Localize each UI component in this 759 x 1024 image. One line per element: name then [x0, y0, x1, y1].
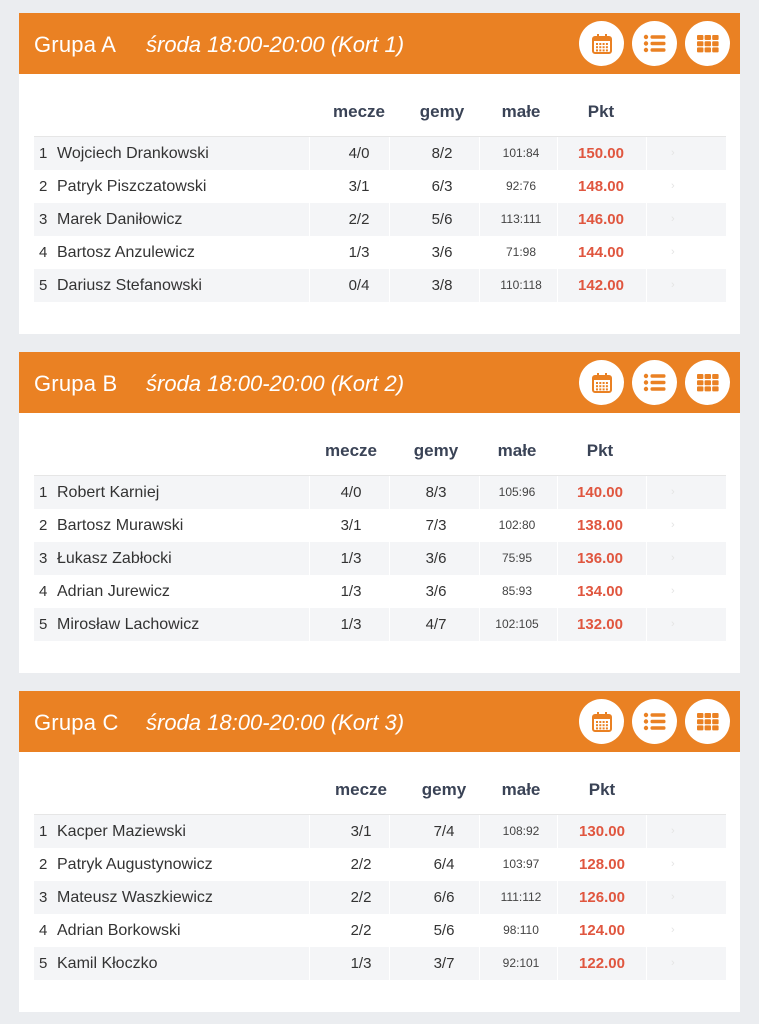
chevron-right-icon[interactable]: ›: [671, 552, 675, 564]
player-rank: 3: [39, 211, 48, 228]
header-gemy: gemy: [421, 780, 467, 799]
table-row[interactable]: [34, 269, 726, 302]
player-name[interactable]: Mateusz Waszkiewicz: [57, 889, 213, 906]
small-points-value: 92:76: [505, 179, 537, 193]
header-mecze: mecze: [333, 102, 385, 121]
player-rank: 3: [39, 550, 48, 567]
column-divider: [646, 542, 647, 575]
group-card: [19, 691, 740, 1012]
matches-value: 3/1: [340, 517, 362, 534]
player-name[interactable]: Dariusz Stefanowski: [57, 277, 202, 294]
column-divider: [646, 236, 647, 269]
column-divider: [557, 542, 558, 575]
column-divider: [646, 509, 647, 542]
schedule-button[interactable]: [579, 21, 624, 66]
player-rank: 1: [39, 484, 48, 501]
player-rank: 2: [39, 178, 48, 195]
standings-table: [34, 86, 726, 302]
header-mecze: mecze: [325, 441, 377, 460]
games-value: 3/6: [431, 244, 453, 261]
table-header: [34, 86, 726, 137]
player-rank: 4: [39, 583, 48, 600]
column-divider: [389, 608, 390, 641]
matches-value: 3/1: [350, 823, 372, 840]
column-divider: [646, 815, 647, 848]
chevron-right-icon[interactable]: ›: [671, 147, 675, 159]
calendar-icon: [591, 711, 613, 733]
column-divider: [479, 236, 480, 269]
chevron-right-icon[interactable]: ›: [671, 858, 675, 870]
player-rank: 2: [39, 517, 48, 534]
games-value: 7/4: [433, 823, 455, 840]
column-divider: [557, 137, 558, 170]
games-value: 6/6: [433, 889, 455, 906]
small-points-value: 102:80: [498, 518, 536, 532]
header-mecze: mecze: [335, 780, 387, 799]
list-view-button[interactable]: [632, 699, 677, 744]
small-points-value: 85:93: [501, 584, 533, 598]
column-divider: [557, 476, 558, 509]
games-value: 3/8: [431, 277, 453, 294]
matches-value: 1/3: [340, 550, 362, 567]
column-divider: [309, 881, 310, 914]
player-name[interactable]: Kamil Kłoczko: [57, 955, 158, 972]
chevron-right-icon[interactable]: ›: [671, 519, 675, 531]
group-card: [19, 13, 740, 334]
player-rank: 4: [39, 244, 48, 261]
column-divider: [479, 476, 480, 509]
player-name[interactable]: Bartosz Murawski: [57, 517, 184, 534]
column-divider: [557, 848, 558, 881]
chevron-right-icon[interactable]: ›: [671, 891, 675, 903]
points-value: 146.00: [578, 211, 624, 228]
chevron-right-icon[interactable]: ›: [671, 924, 675, 936]
chevron-right-icon[interactable]: ›: [671, 213, 675, 225]
column-divider: [646, 476, 647, 509]
player-name[interactable]: Adrian Jurewicz: [57, 583, 170, 600]
points-value: 150.00: [578, 145, 624, 162]
standings-table: [34, 764, 726, 980]
matches-value: 3/1: [348, 178, 370, 195]
small-points-value: 103:97: [502, 857, 540, 871]
chevron-right-icon[interactable]: ›: [671, 585, 675, 597]
player-rank: 5: [39, 616, 48, 633]
games-value: 6/3: [431, 178, 453, 195]
points-value: 132.00: [577, 616, 623, 633]
column-divider: [557, 815, 558, 848]
matches-value: 1/3: [340, 583, 362, 600]
table-row[interactable]: [34, 137, 726, 170]
list-view-button[interactable]: [632, 360, 677, 405]
points-value: 136.00: [577, 550, 623, 567]
group-name: Grupa A: [34, 32, 117, 57]
player-name[interactable]: Mirosław Lachowicz: [57, 616, 200, 633]
column-divider: [557, 170, 558, 203]
group-card: [19, 352, 740, 673]
player-rank: 1: [39, 145, 48, 162]
games-value: 7/3: [425, 517, 447, 534]
header-pkt: Pkt: [588, 780, 616, 799]
column-divider: [646, 269, 647, 302]
column-divider: [309, 914, 310, 947]
group-schedule: środa 18:00-20:00 (Kort 3): [146, 710, 405, 735]
small-points-value: 101:84: [502, 146, 540, 160]
column-divider: [309, 848, 310, 881]
column-divider: [389, 236, 390, 269]
column-divider: [309, 203, 310, 236]
column-divider: [389, 947, 390, 980]
schedule-button[interactable]: [579, 699, 624, 744]
games-value: 8/3: [425, 484, 447, 501]
table-row[interactable]: [34, 608, 726, 641]
group-header: [19, 691, 740, 752]
group-schedule: środa 18:00-20:00 (Kort 1): [146, 32, 405, 57]
small-points-value: 105:96: [498, 485, 536, 499]
matches-value: 1/3: [340, 616, 362, 633]
column-divider: [309, 509, 310, 542]
group-schedule: środa 18:00-20:00 (Kort 2): [146, 371, 405, 396]
column-divider: [479, 848, 480, 881]
grid-icon: [697, 35, 719, 53]
grid-icon: [697, 713, 719, 731]
header-male: małe: [501, 102, 541, 121]
table-row[interactable]: [34, 947, 726, 980]
points-value: 142.00: [578, 277, 624, 294]
table-header: [34, 764, 726, 815]
chevron-right-icon[interactable]: ›: [671, 180, 675, 192]
points-value: 144.00: [578, 244, 624, 261]
column-divider: [389, 575, 390, 608]
column-divider: [309, 236, 310, 269]
grid-view-button[interactable]: [685, 360, 730, 405]
header-male: małe: [501, 780, 541, 799]
games-value: 5/6: [433, 922, 455, 939]
games-value: 6/4: [433, 856, 455, 873]
column-divider: [479, 914, 480, 947]
player-name[interactable]: Kacper Maziewski: [57, 823, 186, 840]
column-divider: [646, 575, 647, 608]
chevron-right-icon[interactable]: ›: [671, 279, 675, 291]
points-value: 128.00: [579, 856, 625, 873]
small-points-value: 75:95: [501, 551, 533, 565]
small-points-value: 98:110: [503, 923, 539, 937]
small-points-value: 113:111: [500, 212, 542, 226]
table-row[interactable]: [34, 509, 726, 542]
column-divider: [557, 236, 558, 269]
header-gemy: gemy: [413, 441, 459, 460]
calendar-icon: [591, 33, 613, 55]
column-divider: [646, 881, 647, 914]
small-points-value: 102:105: [495, 617, 539, 631]
column-divider: [557, 575, 558, 608]
table-row[interactable]: [34, 542, 726, 575]
column-divider: [309, 476, 310, 509]
column-divider: [479, 542, 480, 575]
player-rank: 5: [39, 955, 48, 972]
matches-value: 4/0: [340, 484, 362, 501]
column-divider: [479, 881, 480, 914]
table-row[interactable]: [34, 476, 726, 509]
column-divider: [389, 137, 390, 170]
games-value: 5/6: [431, 211, 453, 228]
table-row[interactable]: [34, 236, 726, 269]
column-divider: [389, 203, 390, 236]
header-pkt: Pkt: [587, 102, 615, 121]
column-divider: [389, 815, 390, 848]
player-name[interactable]: Marek Daniłowicz: [57, 211, 183, 228]
column-divider: [646, 914, 647, 947]
matches-value: 0/4: [348, 277, 370, 294]
small-points-value: 92:101: [502, 956, 540, 970]
list-icon: [643, 712, 667, 732]
column-divider: [309, 137, 310, 170]
points-value: 148.00: [578, 178, 624, 195]
column-divider: [557, 914, 558, 947]
column-divider: [646, 608, 647, 641]
matches-value: 1/3: [348, 244, 370, 261]
points-value: 130.00: [579, 823, 625, 840]
games-value: 8/2: [431, 145, 453, 162]
points-value: 124.00: [579, 922, 625, 939]
table-row[interactable]: [34, 881, 726, 914]
column-divider: [309, 947, 310, 980]
table-row[interactable]: [34, 848, 726, 881]
table-row[interactable]: [34, 170, 726, 203]
group-header: [19, 13, 740, 74]
matches-value: 2/2: [350, 922, 372, 939]
column-divider: [309, 815, 310, 848]
points-value: 134.00: [577, 583, 623, 600]
player-name[interactable]: Robert Karniej: [57, 484, 160, 501]
small-points-value: 111:112: [500, 890, 542, 904]
chevron-right-icon[interactable]: ›: [671, 246, 675, 258]
player-rank: 2: [39, 856, 48, 873]
column-divider: [309, 542, 310, 575]
table-row[interactable]: [34, 203, 726, 236]
column-divider: [309, 170, 310, 203]
column-divider: [309, 575, 310, 608]
games-value: 3/7: [433, 955, 455, 972]
column-divider: [479, 509, 480, 542]
column-divider: [479, 170, 480, 203]
column-divider: [557, 203, 558, 236]
column-divider: [309, 608, 310, 641]
column-divider: [557, 947, 558, 980]
player-name[interactable]: Łukasz Zabłocki: [57, 550, 172, 567]
column-divider: [557, 269, 558, 302]
column-divider: [479, 815, 480, 848]
points-value: 122.00: [579, 955, 625, 972]
column-divider: [389, 476, 390, 509]
player-name[interactable]: Bartosz Anzulewicz: [57, 244, 195, 261]
games-value: 3/6: [425, 550, 447, 567]
column-divider: [389, 914, 390, 947]
points-value: 126.00: [579, 889, 625, 906]
player-name[interactable]: Patryk Piszczatowski: [57, 178, 207, 195]
chevron-right-icon[interactable]: ›: [671, 618, 675, 630]
matches-value: 1/3: [350, 955, 372, 972]
matches-value: 2/2: [350, 889, 372, 906]
column-divider: [389, 881, 390, 914]
small-points-value: 71:98: [505, 245, 537, 259]
games-value: 4/7: [425, 616, 447, 633]
column-divider: [389, 542, 390, 575]
chevron-right-icon[interactable]: ›: [671, 957, 675, 969]
table-row[interactable]: [34, 575, 726, 608]
column-divider: [479, 575, 480, 608]
header-pkt: Pkt: [586, 441, 614, 460]
matches-value: 2/2: [348, 211, 370, 228]
player-rank: 1: [39, 823, 48, 840]
column-divider: [479, 269, 480, 302]
player-rank: 5: [39, 277, 48, 294]
column-divider: [557, 509, 558, 542]
player-rank: 3: [39, 889, 48, 906]
column-divider: [389, 848, 390, 881]
points-value: 140.00: [577, 484, 623, 501]
column-divider: [479, 608, 480, 641]
chevron-right-icon[interactable]: ›: [671, 825, 675, 837]
grid-icon: [697, 374, 719, 392]
column-divider: [646, 848, 647, 881]
table-row[interactable]: [34, 815, 726, 848]
chevron-right-icon[interactable]: ›: [671, 486, 675, 498]
column-divider: [479, 203, 480, 236]
column-divider: [389, 509, 390, 542]
table-row[interactable]: [34, 914, 726, 947]
player-name[interactable]: Patryk Augustynowicz: [57, 856, 213, 873]
column-divider: [389, 269, 390, 302]
standings-table: [34, 425, 726, 641]
header-male: małe: [497, 441, 537, 460]
small-points-value: 108:92: [502, 824, 540, 838]
table-header: [34, 425, 726, 476]
group-name: Grupa B: [34, 371, 118, 396]
column-divider: [646, 170, 647, 203]
points-value: 138.00: [577, 517, 623, 534]
list-icon: [643, 373, 667, 393]
list-icon: [643, 34, 667, 54]
calendar-icon: [591, 372, 613, 394]
header-gemy: gemy: [419, 102, 465, 121]
column-divider: [479, 947, 480, 980]
column-divider: [557, 608, 558, 641]
grid-view-button[interactable]: [685, 21, 730, 66]
group-header: [19, 352, 740, 413]
grid-view-button[interactable]: [685, 699, 730, 744]
column-divider: [646, 947, 647, 980]
column-divider: [389, 170, 390, 203]
column-divider: [646, 137, 647, 170]
player-rank: 4: [39, 922, 48, 939]
small-points-value: 110:118: [500, 278, 542, 292]
schedule-button[interactable]: [579, 360, 624, 405]
games-value: 3/6: [425, 583, 447, 600]
matches-value: 4/0: [348, 145, 370, 162]
list-view-button[interactable]: [632, 21, 677, 66]
matches-value: 2/2: [350, 856, 372, 873]
group-name: Grupa C: [34, 710, 119, 735]
column-divider: [479, 137, 480, 170]
column-divider: [309, 269, 310, 302]
player-name[interactable]: Adrian Borkowski: [57, 922, 181, 939]
column-divider: [646, 203, 647, 236]
column-divider: [557, 881, 558, 914]
player-name[interactable]: Wojciech Drankowski: [57, 145, 209, 162]
